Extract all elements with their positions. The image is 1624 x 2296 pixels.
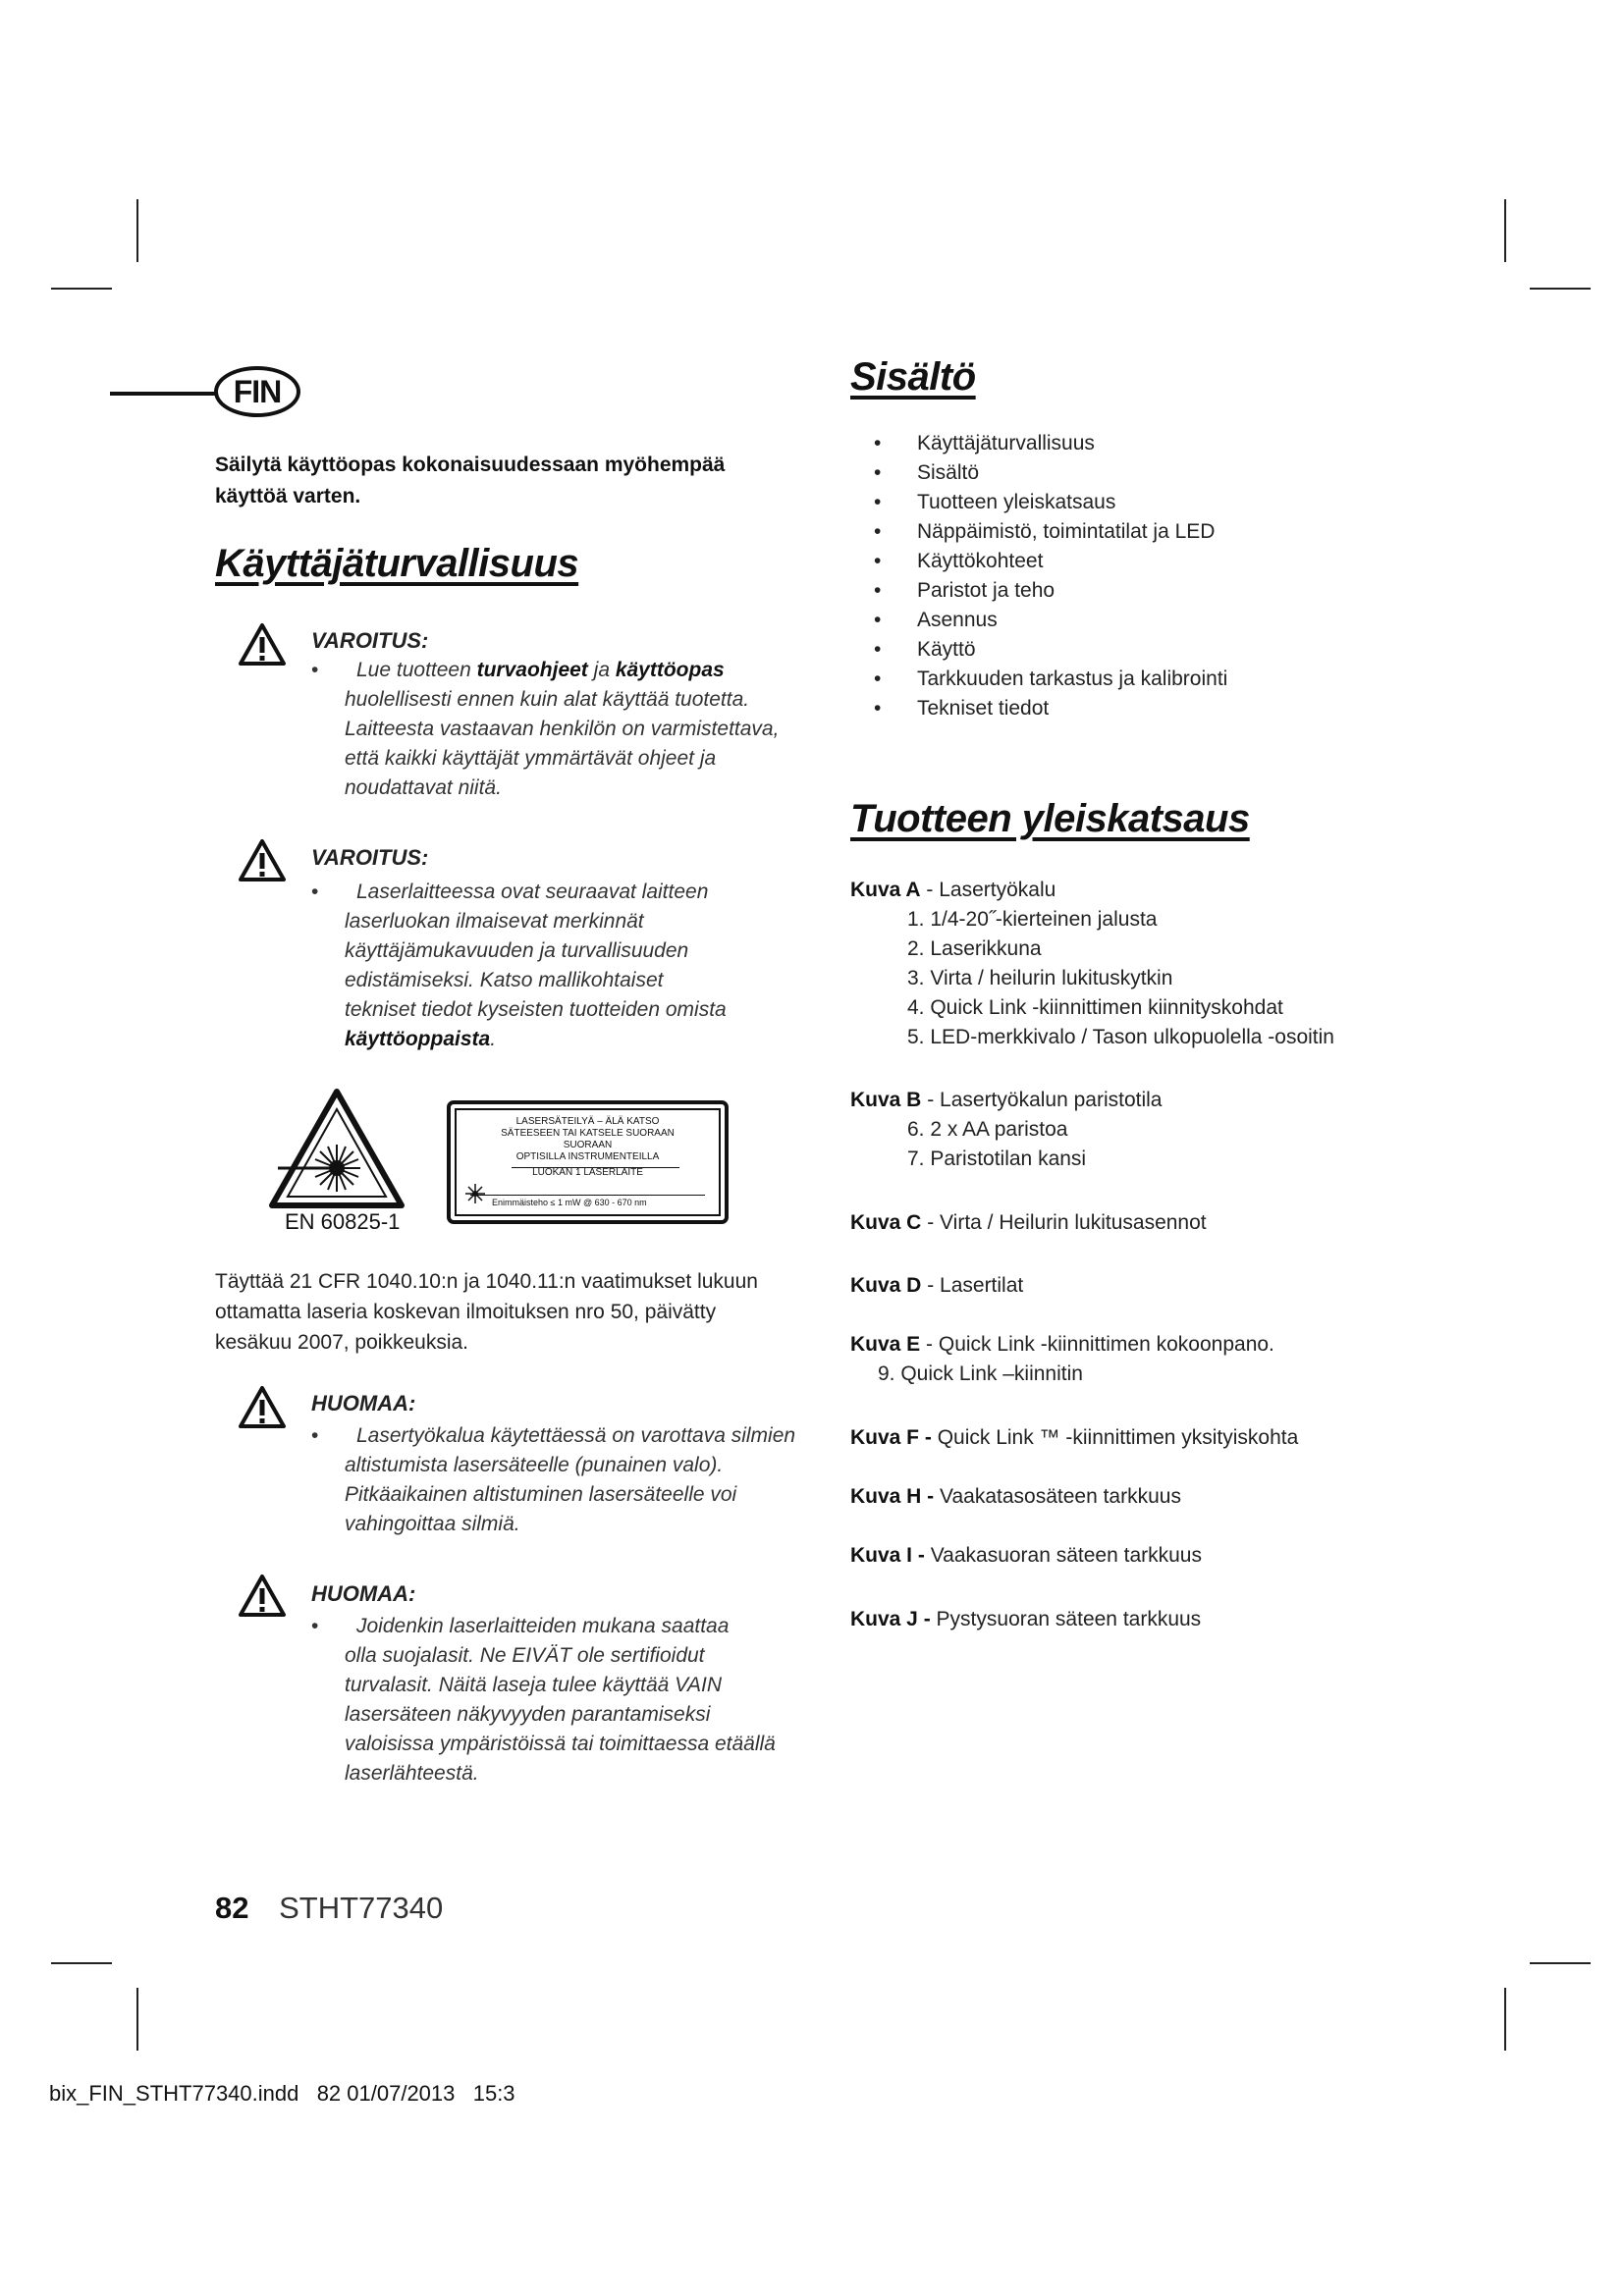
note-body: • Lasertyökalua käytettäessä on varottava silmien altistumista lasersäteelle (punainen valo). Pitkäaikainen altistuminen lasersäteelle voi vahingoittaa silmiä. xyxy=(311,1424,796,1535)
figure-c: Kuva C - Virta / Heilurin lukitusasennot xyxy=(850,1211,1207,1234)
figure-b: Kuva B - Lasertyökalun paristotila 6. 2 x AA paristoa 7. Paristotilan kansi xyxy=(850,1086,1163,1174)
warning-icon xyxy=(238,1574,287,1623)
list-item: • Näppäimistö, toimintatilat ja LED xyxy=(874,517,1227,547)
list-item: • Sisältö xyxy=(874,458,1227,488)
part-item: 9. Quick Link –kiinnitin xyxy=(878,1362,1083,1385)
list-item: • Asennus xyxy=(874,606,1227,635)
warning-icon xyxy=(238,622,287,671)
warning-title: VAROITUS: xyxy=(311,845,429,870)
warning-icon xyxy=(238,838,287,887)
page-footer xyxy=(215,1891,443,1926)
note-title: HUOMAA: xyxy=(311,1581,416,1606)
figure-d: Kuva D - Lasertilat xyxy=(850,1274,1024,1297)
list-item: • Tuotteen yleiskatsaus xyxy=(874,488,1227,517)
figure-f: Kuva F - Quick Link ™ -kiinnittimen yksityiskohta xyxy=(850,1426,1299,1449)
laser-hazard-symbol xyxy=(268,1088,406,1214)
part-item: 6. 2 x AA paristoa xyxy=(907,1118,1068,1141)
compliance-text: Täyttää 21 CFR 1040.10:n ja 1040.11:n vaatimukset lukuun ottamatta laseria koskevan ilmoituksen nro 50, päivätty kesäkuu 2007, poikkeuksia. xyxy=(215,1270,758,1354)
part-item: 3. Virta / heilurin lukituskytkin xyxy=(907,967,1173,989)
intro-note: Säilytä käyttöopas kokonaisuudessaan myöhempää käyttöä varten. xyxy=(215,454,726,507)
laser-burst-icon xyxy=(464,1183,486,1208)
figure-a: Kuva A - Lasertyökalu 1. 1/4-20˝-kierteinen jalusta 2. Laserikkuna 3. Virta / heilurin lukituskytkin 4. Quick Link -kiinnittimen kiinnityskohdat 5. LED-merkkivalo / Tason ulkopuolella -osoitin xyxy=(850,876,1334,1052)
crop-mark xyxy=(136,1988,138,2051)
crop-mark xyxy=(51,288,112,290)
print-slug: bix_FIN_STHT77340.indd 82 01/07/2013 15:3 xyxy=(49,2081,515,2106)
warning-title: VAROITUS: xyxy=(311,628,429,653)
list-item: • Käyttökohteet xyxy=(874,547,1227,576)
section-title-contents: Sisältö xyxy=(850,355,976,399)
note-body: • Joidenkin laserlaitteiden mukana saattaa olla suojalasit. Ne EIVÄT ole sertifioidut turvalasit. Näitä laseja tulee käyttää VAIN lasersäteen näkyvyyden parantamiseksi valoisissa ympäristöissä tai toimittaessa etäällä laserlähteestä. xyxy=(311,1615,776,1785)
list-item: • Käyttö xyxy=(874,635,1227,665)
crop-mark xyxy=(1530,1962,1591,1964)
section-title-safety: Käyttäjäturvallisuus xyxy=(215,542,579,585)
model-number: STHT77340 xyxy=(279,1891,444,1925)
list-item: • Tekniset tiedot xyxy=(874,694,1227,723)
section-title-overview: Tuotteen yleiskatsaus xyxy=(850,797,1250,840)
badge-text: FIN xyxy=(233,374,282,409)
laser-warning-label: LASERSÄTEILYÄ – ÄLÄ KATSO SÄTEESEEN TAI KATSELE SUORAAN SUORAAN OPTISILLA INSTRUMENTEILLA LUOKAN 1 LASERLAITE Enimmäisteho ≤ 1 mW @ 630 - 670 nm xyxy=(447,1100,729,1224)
language-badge xyxy=(110,366,306,417)
list-item: • Paristot ja teho xyxy=(874,576,1227,606)
figure-i: Kuva I - Vaakasuoran säteen tarkkuus xyxy=(850,1544,1202,1567)
part-item: 1. 1/4-20˝-kierteinen jalusta xyxy=(907,908,1158,931)
crop-mark xyxy=(1504,199,1506,262)
figure-j: Kuva J - Pystysuoran säteen tarkkuus xyxy=(850,1608,1202,1630)
warning-icon xyxy=(238,1385,287,1434)
part-item: 4. Quick Link -kiinnittimen kiinnityskohdat xyxy=(907,996,1283,1019)
warning-body: • Lue tuotteen turvaohjeet ja käyttöopas huolellisesti ennen kuin alat käyttää tuotetta. Laitteesta vastaavan henkilön on varmistettava, että kaikki käyttäjät ymmärtävät ohjeet ja noudattavat niitä. xyxy=(311,659,780,799)
part-item: 2. Laserikkuna xyxy=(907,937,1042,960)
warning-body: • Laserlaitteessa ovat seuraavat laitteen laserluokan ilmaisevat merkinnät käyttäjämukavuuden ja turvallisuuden edistämiseksi. Katso mallikohtaiset tekniset tiedot kyseisten tuotteiden omista käyttöoppaista. xyxy=(311,881,727,1050)
crop-mark xyxy=(1504,1988,1506,2051)
figure-h: Kuva H - Vaakatasosäteen tarkkuus xyxy=(850,1485,1181,1508)
figure-e: Kuva E - Quick Link -kiinnittimen kokoonpano. 9. Quick Link –kiinnitin xyxy=(850,1330,1274,1389)
crop-mark xyxy=(51,1962,112,1964)
part-item: 5. LED-merkkivalo / Tason ulkopuolella -osoitin xyxy=(907,1026,1334,1048)
note-title: HUOMAA: xyxy=(311,1391,416,1415)
list-item: • Käyttäjäturvallisuus xyxy=(874,429,1227,458)
crop-mark xyxy=(1530,288,1591,290)
part-item: 7. Paristotilan kansi xyxy=(907,1148,1087,1170)
contents-list xyxy=(874,429,1227,723)
standard-label: EN 60825-1 xyxy=(285,1209,401,1234)
crop-mark xyxy=(136,199,138,262)
badge-rule xyxy=(110,392,216,396)
page-number: 82 xyxy=(215,1891,249,1925)
list-item: • Tarkkuuden tarkastus ja kalibrointi xyxy=(874,665,1227,694)
